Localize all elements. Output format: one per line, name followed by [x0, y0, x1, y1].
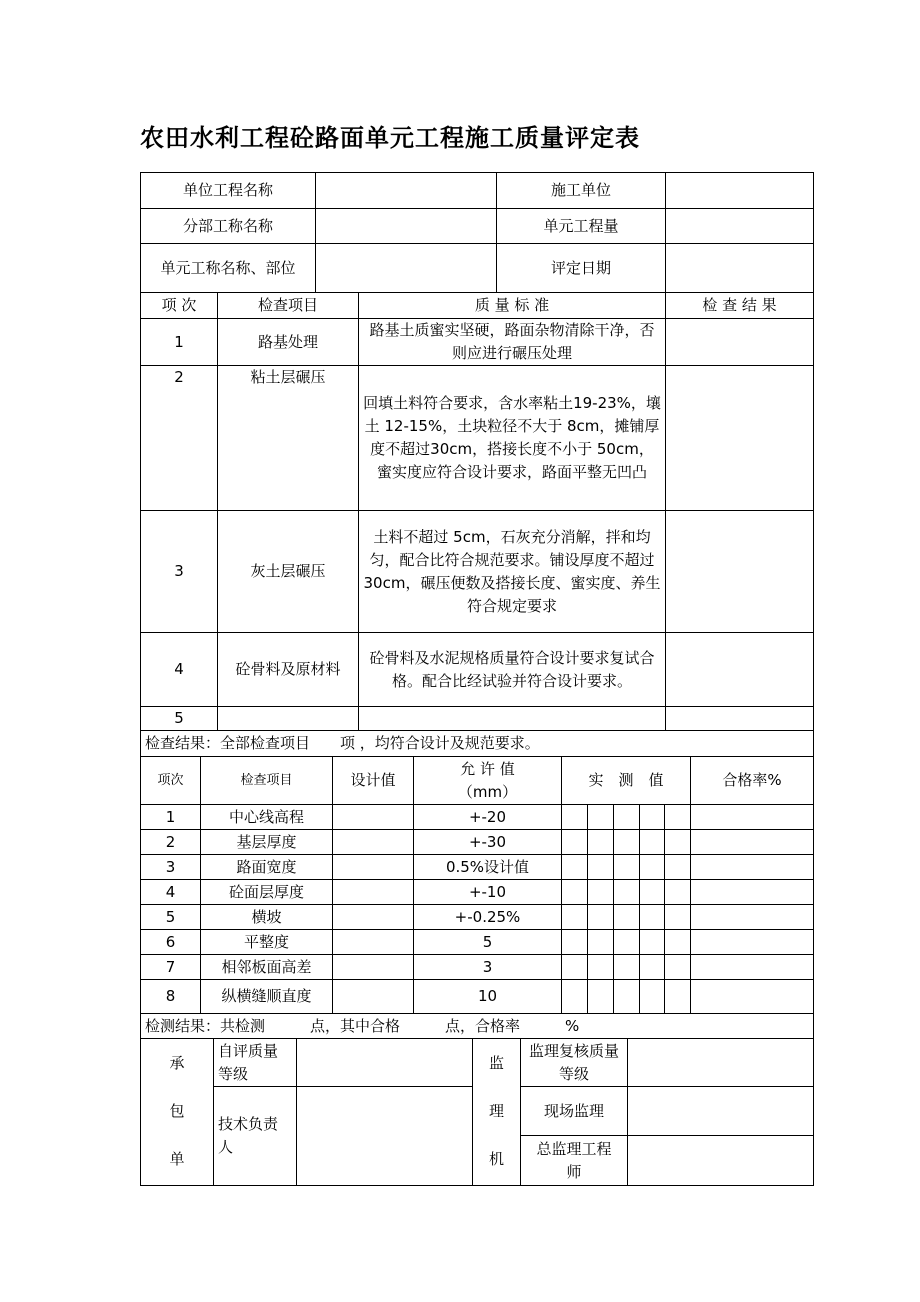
table-row — [141, 905, 814, 930]
tech-lead-field[interactable] — [297, 1087, 473, 1186]
pass-rate-field[interactable] — [691, 980, 814, 1014]
sub-project-field[interactable] — [316, 209, 497, 244]
measured-value-field[interactable] — [562, 980, 588, 1014]
row-no: 4 — [141, 880, 201, 905]
row-allow: 0.5%设计值 — [414, 855, 562, 880]
self-grade-label: 自评质量等级 — [214, 1039, 297, 1087]
pass-rate-field[interactable] — [691, 880, 814, 905]
label: 单元工称名称、部位 — [141, 244, 316, 293]
row-no: 5 — [141, 905, 201, 930]
measured-value-field[interactable] — [640, 805, 665, 830]
measured-value-field[interactable] — [640, 930, 665, 955]
result-field[interactable] — [666, 633, 814, 707]
header — [414, 757, 562, 805]
info-table — [140, 172, 814, 293]
site-supervisor-label: 现场监理 — [521, 1087, 628, 1136]
eval-date-field[interactable] — [666, 244, 814, 293]
self-grade-field[interactable] — [297, 1039, 473, 1087]
char: 机 — [488, 1150, 504, 1168]
measured-value-field[interactable] — [614, 905, 640, 930]
measured-value-field[interactable] — [562, 830, 588, 855]
review-grade-field[interactable] — [628, 1039, 814, 1087]
table-row — [141, 319, 814, 366]
header: 实 测 值 — [562, 757, 691, 805]
row-no: 1 — [141, 805, 201, 830]
measured-value-field[interactable] — [588, 980, 614, 1014]
row-item: 基层厚度 — [201, 830, 333, 855]
table-row — [141, 980, 814, 1014]
table-row — [141, 805, 814, 830]
row-no: 5 — [141, 707, 218, 731]
measured-value-field[interactable] — [665, 955, 691, 980]
result-field[interactable] — [666, 319, 814, 366]
measured-value-field[interactable] — [614, 955, 640, 980]
measured-value-field[interactable] — [614, 880, 640, 905]
measured-value-field[interactable] — [562, 880, 588, 905]
char: 单 — [169, 1150, 185, 1168]
measured-value-field[interactable] — [588, 880, 614, 905]
row-no: 6 — [141, 930, 201, 955]
row-item: 中心线高程 — [201, 805, 333, 830]
row-no: 3 — [141, 855, 201, 880]
row-no: 4 — [141, 633, 218, 707]
measured-value-field[interactable] — [665, 880, 691, 905]
measured-value-field[interactable] — [640, 980, 665, 1014]
chief-engineer-field[interactable] — [628, 1136, 814, 1186]
design-value-field[interactable] — [333, 855, 414, 880]
table-row — [141, 366, 814, 511]
allow-unit: （mm） — [457, 782, 518, 801]
row-item: 路面宽度 — [201, 855, 333, 880]
measured-value-field[interactable] — [588, 855, 614, 880]
measured-value-field[interactable] — [562, 855, 588, 880]
measured-value-field[interactable] — [640, 855, 665, 880]
measured-value-field[interactable] — [562, 955, 588, 980]
header: 项 次 — [141, 293, 218, 319]
measured-value-field[interactable] — [588, 955, 614, 980]
row-allow: 10 — [414, 980, 562, 1014]
measured-value-field[interactable] — [614, 805, 640, 830]
row-allow: +-0.25% — [414, 905, 562, 930]
contractor-label — [141, 1039, 214, 1186]
design-value-field[interactable] — [333, 930, 414, 955]
row-allow: 3 — [414, 955, 562, 980]
design-value-field[interactable] — [333, 805, 414, 830]
measured-value-field[interactable] — [665, 980, 691, 1014]
label: 施工单位 — [497, 173, 666, 209]
header: 合格率% — [691, 757, 814, 805]
measured-value-field[interactable] — [614, 980, 640, 1014]
char: 监 — [488, 1054, 504, 1072]
row-item: 相邻板面高差 — [201, 955, 333, 980]
row-item: 纵横缝顺直度 — [201, 980, 333, 1014]
header: 检 查 结 果 — [666, 293, 814, 319]
check-summary: 检查结果：全部检查项目 项 ，均符合设计及规范要求。 — [141, 731, 814, 757]
row-item: 灰土层碾压 — [218, 511, 359, 633]
site-supervisor-field[interactable] — [628, 1087, 814, 1136]
table-row — [141, 511, 814, 633]
pass-rate-field[interactable] — [691, 905, 814, 930]
pass-rate-field[interactable] — [691, 955, 814, 980]
measured-value-field[interactable] — [665, 830, 691, 855]
measured-value-field[interactable] — [562, 805, 588, 830]
result-field[interactable] — [666, 707, 814, 731]
measured-value-field[interactable] — [640, 830, 665, 855]
design-value-field[interactable] — [333, 880, 414, 905]
unit-quantity-field[interactable] — [666, 209, 814, 244]
header: 质 量 标 准 — [359, 293, 666, 319]
row-no: 1 — [141, 319, 218, 366]
pass-rate-field[interactable] — [691, 805, 814, 830]
table-row — [141, 955, 814, 980]
char: 理 — [488, 1102, 504, 1120]
measured-value-field[interactable] — [588, 905, 614, 930]
row-item: 砼面层厚度 — [201, 880, 333, 905]
measured-value-field[interactable] — [665, 855, 691, 880]
table-row — [141, 855, 814, 880]
row-no: 2 — [141, 830, 201, 855]
row-no: 2 — [141, 366, 218, 511]
header: 项次 — [141, 757, 201, 805]
result-field[interactable] — [666, 366, 814, 511]
measured-value-field[interactable] — [588, 805, 614, 830]
sign-table — [140, 1038, 814, 1186]
label: 分部工称名称 — [141, 209, 316, 244]
row-standard: 路基土质蜜实坚硬，路面杂物清除干净，否则应进行碾压处理 — [359, 319, 666, 366]
pass-rate-field[interactable] — [691, 930, 814, 955]
pass-rate-field[interactable] — [691, 855, 814, 880]
measured-value-field[interactable] — [640, 905, 665, 930]
design-value-field[interactable] — [333, 955, 414, 980]
page-title: 农田水利工程砼路面单元工程施工质量评定表 — [140, 123, 640, 152]
char: 承 — [169, 1054, 185, 1072]
check-table — [140, 292, 814, 757]
row-allow: 5 — [414, 930, 562, 955]
label: 评定日期 — [497, 244, 666, 293]
result-field[interactable] — [666, 511, 814, 633]
row-allow: +-10 — [414, 880, 562, 905]
table-row — [141, 707, 814, 731]
measured-value-field[interactable] — [562, 930, 588, 955]
measured-value-field[interactable] — [665, 905, 691, 930]
design-value-field[interactable] — [333, 830, 414, 855]
row-item: 横坡 — [201, 905, 333, 930]
tech-lead-label: 技术负责 人 — [214, 1087, 297, 1186]
row-no: 7 — [141, 955, 201, 980]
row-item: 粘土层碾压 — [218, 366, 359, 511]
table-row — [141, 880, 814, 905]
row-standard: 砼骨料及水泥规格质量符合设计要求复试合格。配合比经试验并符合设计要求。 — [359, 633, 666, 707]
measured-value-field[interactable] — [640, 955, 665, 980]
construction-unit-field[interactable] — [666, 173, 814, 209]
row-item: 砼骨料及原材料 — [218, 633, 359, 707]
measured-value-field[interactable] — [562, 905, 588, 930]
measured-value-field[interactable] — [614, 930, 640, 955]
row-allow: +-20 — [414, 805, 562, 830]
row-no: 3 — [141, 511, 218, 633]
table-row — [141, 930, 814, 955]
row-standard[interactable] — [359, 707, 666, 731]
label: 单位工程名称 — [141, 173, 316, 209]
supervisor-label — [473, 1039, 521, 1186]
measured-value-field[interactable] — [588, 830, 614, 855]
chief-engineer-label: 总监理工程 师 — [521, 1136, 628, 1186]
row-standard: 土料不超过 5cm，石灰充分消解，拌和均匀，配合比符合规范要求。铺设厚度不超过 30cm，碾压便数及搭接长度、蜜实度、养生符合规定要求 — [359, 511, 666, 633]
row-item: 平整度 — [201, 930, 333, 955]
row-standard: 回填土料符合要求，含水率粘土19-23%，壤土 12-15%，土块粒径不大于 8cm，摊铺厚度不超过30cm，搭接长度不小于 50cm，蜜实度应符合设计要求，路面平整无凹凸 — [359, 366, 666, 511]
row-no: 8 — [141, 980, 201, 1014]
review-grade-label: 监理复核质量等级 — [521, 1039, 628, 1087]
header: 检查项目 — [218, 293, 359, 319]
design-value-field[interactable] — [333, 980, 414, 1014]
measured-value-field[interactable] — [614, 830, 640, 855]
unit-name-field[interactable] — [316, 244, 497, 293]
table-row — [141, 633, 814, 707]
header: 检查项目 — [201, 757, 333, 805]
pass-rate-field[interactable] — [691, 830, 814, 855]
label: 单元工程量 — [497, 209, 666, 244]
measured-value-field[interactable] — [665, 930, 691, 955]
measured-value-field[interactable] — [640, 880, 665, 905]
measured-value-field[interactable] — [614, 855, 640, 880]
row-allow: +-30 — [414, 830, 562, 855]
header: 设计值 — [333, 757, 414, 805]
measure-summary: 检测结果：共检测 点，其中合格 点，合格率 % — [141, 1014, 814, 1039]
design-value-field[interactable] — [333, 905, 414, 930]
table-row — [141, 830, 814, 855]
row-item: 路基处理 — [218, 319, 359, 366]
measure-table — [140, 756, 814, 1039]
unit-project-name-field[interactable] — [316, 173, 497, 209]
allow-label: 允 许 值 — [460, 759, 515, 778]
char: 包 — [169, 1102, 185, 1120]
measured-value-field[interactable] — [665, 805, 691, 830]
measured-value-field[interactable] — [588, 930, 614, 955]
row-item[interactable] — [218, 707, 359, 731]
